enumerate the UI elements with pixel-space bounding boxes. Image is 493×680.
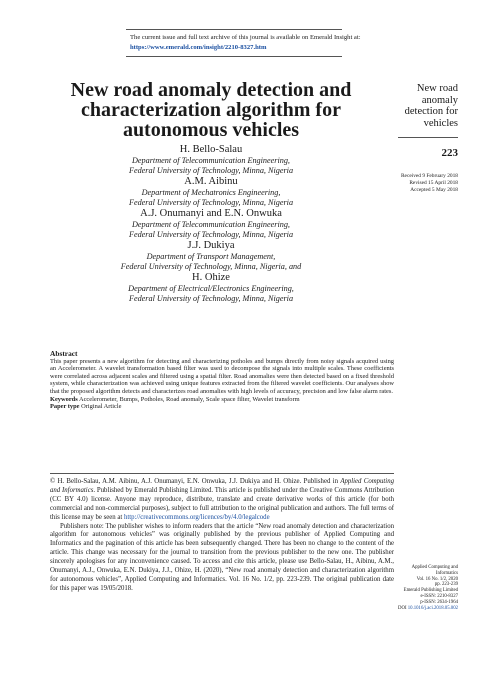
journal-line: p-ISSN: 2634-1964	[420, 599, 458, 605]
license-link[interactable]: http://creativecommons.org/licences/by/4.0/legalcode	[124, 513, 270, 521]
journal-line: Vol. 16 No. 1/2, 2020	[416, 576, 458, 582]
author-name: J.J. Dukiya	[187, 240, 235, 251]
publisher-note: Publishers note: The publisher wishes to inform readers that the article “New road anomaly detection and characterization algorithm for autonomous vehicles” was originally published by the previous publisher of Applied Computing and Informatics and the pagination of this article has been subsequently changed. There has been no change to the content of the article. This change was necessary for the journal to transition from the previous publisher to the new one. The publisher sincerely apologises for any inconvenience caused. To access and cite this article, please use Bello-Salau, H., Aibinu, A.M., Onumanyi, A.J., Onwuka, E.N. Dukiya, J.J., Ohize, H. (2020), “New road anomaly detection and characterization algorithm for autonomous vehicles”, Applied Computing and Informatics. Vol. 16 No. 1/2, pp. 223-239. The original publication date for this paper was 19/05/2018.	[50, 522, 394, 592]
doi-line	[398, 606, 458, 612]
author-department: Department of Mechatronics Engineering,	[141, 188, 281, 197]
copyright-paragraph	[50, 478, 394, 523]
copyright-text-start: © H. Bello-Salau, A.M. Aibinu, A.J. Onumanyi, E.N. Onwuka, J.J. Dukiya and H. Ohize. Published in	[50, 478, 341, 485]
revised-date: Revised 15 April 2018	[409, 179, 458, 186]
accepted-date: Accepted 5 May 2018	[410, 186, 458, 193]
journal-line: Informatics	[435, 570, 458, 576]
running-title: New road anomaly detection for vehicles	[404, 83, 458, 129]
author-institution: Federal University of Technology, Minna, Nigeria	[128, 198, 294, 207]
author-institution: Federal University of Technology, Minna, Nigeria, and	[120, 262, 302, 271]
journal-line: e-ISSN: 2210-8327	[420, 593, 458, 599]
copyright-text-end: . Published by Emerald Publishing Limited. This article is published under the Creative Commons Attribution (CC BY 4.0) license. Anyone may reproduce, distribute, translate and create derivative works of this article (for both commercial and non-commercial purposes), subject to full attribution to the original publication and authors. The full terms of this license may be seen at	[50, 486, 394, 521]
author-entry	[40, 176, 382, 208]
author-department: Department of Transport Management,	[146, 252, 276, 261]
doi-link[interactable]: 10.1016/j.aci.2018.05.002	[407, 605, 458, 611]
paper-type-label: Paper type	[50, 403, 80, 411]
paper-type-value: Original Article	[81, 403, 122, 411]
author-name: H. Ohize	[192, 272, 230, 283]
header-bottom-rule	[126, 56, 342, 57]
author-department: Department of Electrical/Electronics Engineering,	[128, 284, 294, 293]
author-institution: Federal University of Technology, Minna, Nigeria	[128, 230, 294, 239]
notice-text: The current issue and full text archive of this journal is available on Emerald Insight at:	[130, 34, 361, 41]
author-entry	[40, 272, 382, 304]
license-section	[50, 478, 394, 594]
author-block	[40, 144, 382, 304]
header-top-rule	[126, 29, 342, 30]
history-dates	[390, 173, 458, 193]
doi-label: DOI	[398, 605, 407, 611]
journal-url-link[interactable]: https://www.emerald.com/insight/2210-8327.htm	[130, 43, 267, 51]
author-entry	[40, 240, 382, 272]
author-department: Department of Telecommunication Engineering,	[132, 220, 290, 229]
journal-line: Applied Computing and	[411, 565, 458, 570]
author-department: Department of Telecommunication Engineering,	[132, 156, 290, 165]
journal-line: Emerald Publishing Limited	[403, 588, 458, 594]
side-rule	[398, 137, 458, 138]
author-entry	[40, 144, 382, 176]
journal-name: Applied Computing and Informatics	[50, 478, 394, 494]
author-name: A.M. Aibinu	[184, 176, 238, 187]
keywords-text: Accelerometer, Bumps, Potholes, Road anomaly, Scale space filter, Wavelet transform	[78, 395, 300, 403]
author-institution: Federal University of Technology, Minna, Nigeria	[128, 166, 294, 175]
author-entry	[40, 208, 382, 240]
received-date: Received 9 February 2018	[400, 173, 458, 179]
section-divider	[50, 473, 394, 474]
author-institution: Federal University of Technology, Minna, Nigeria	[128, 294, 294, 303]
abstract-section	[50, 350, 394, 411]
page-number: 223	[441, 147, 458, 159]
author-name: H. Bello-Salau	[179, 144, 243, 155]
abstract-heading: Abstract	[50, 349, 78, 358]
keywords-line	[50, 396, 394, 404]
availability-notice	[130, 33, 430, 52]
journal-info-box	[398, 565, 458, 611]
abstract-text: This paper presents a new algorithm for detecting and characterizing potholes and bumps directly from noisy signals acquired using an Accelerometer. A wavelet transformation based filter was used to decompose the signals into multiple scales. These coefficients were correlated across adjacent scales and filtered using a spatial filter. Road anomalies were then detected based on a fixed threshold system, while characterization was achieved using unique features extracted from the filtered wavelet coefficients. Our analyses show that the proposed algorithm detects and characterizes road anomalies with high levels of accuracy, precision and low false alarm rates.	[50, 357, 394, 395]
keywords-label: Keywords	[50, 395, 78, 403]
paper-type-line	[50, 403, 394, 411]
article-title: New road anomaly detection and characterization algorithm for autonomous vehicles	[70, 79, 352, 141]
author-name: A.J. Onumanyi and E.N. Onwuka	[140, 208, 282, 219]
journal-line: pp. 223-239	[434, 582, 458, 588]
